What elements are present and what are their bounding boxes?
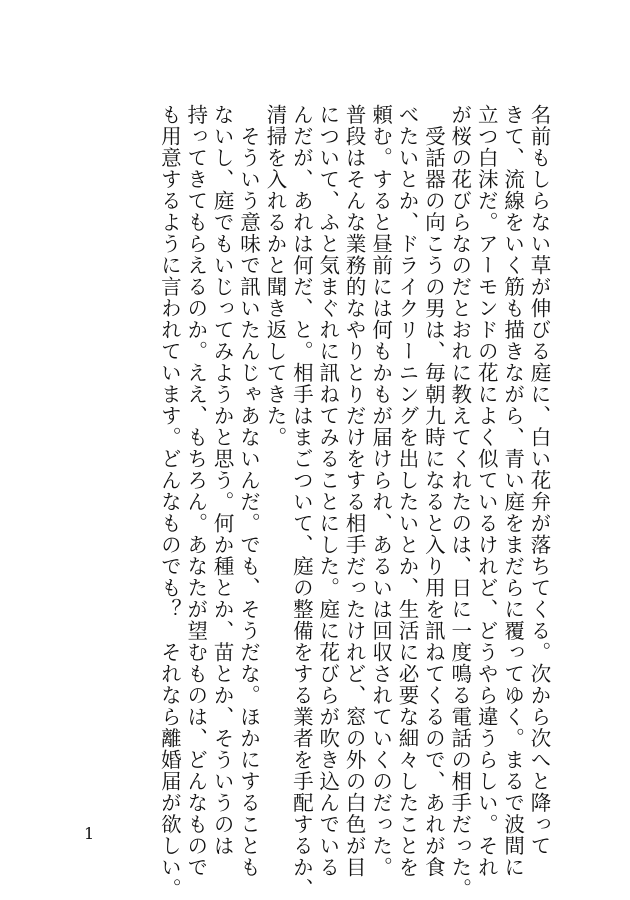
text-line: 受話器の向こうの男は、毎朝九時になると入り用を訊ねてくるので、あれが食 [421,104,446,878]
text-line: ないし、庭でもいじってみようかと思う。何か種とか、苗とか、そういうのは [210,104,235,857]
text-line: 頼む。すると昼前には何もかもが届けられ、あるいは回収されていくのだった。 [368,104,393,878]
text-line: 普段はそんな業務的なやりとりだけをする相手だったけれど、窓の外の白色が目 [342,104,367,878]
text-line: きて、流線をいく筋も描きながら、青い庭をまだらに覆ってゆく。まるで波間に [500,104,525,878]
page-number: 1 [84,824,95,843]
text-line: 立つ白沫だ。アーモンドの花によく似ているけれど、どうやら違うらしい。それ [474,104,499,878]
text-line: について、ふと気まぐれに訊ねてみることにした。庭に花びらが吹き込んでいる [315,104,340,878]
text-line: そういう意味で訊いたんじゃあないんだ。でも、そうだな。ほかにすることも [236,104,261,878]
body-text [156,104,552,900]
text-line: も用意するように言われています。どんなものでも？ それなら離婚届が欲しい。 [157,104,182,900]
text-line: が桜の花びらなのだとおれに教えてくれたのは、日に一度鳴る電話の相手だった。 [447,104,472,900]
text-line: 持ってきてもらえるのか。ええ、もちろん。あなたが望むものは、どんなもので [183,104,208,878]
text-line: 名前もしらない草が伸びる庭に、白い花弁が落ちてくる。次から次へと降って [527,104,551,857]
text-line: 清掃を入れるかと聞き返してきた。 [262,104,287,448]
text-line: べたいとか、ドライクリーニングを出したいとか、生活に必要な細々したことを [394,104,419,878]
text-line: んだが、あれは何だ、と。相手はまごついて、庭の整備をする業者を手配するか、 [289,104,314,900]
